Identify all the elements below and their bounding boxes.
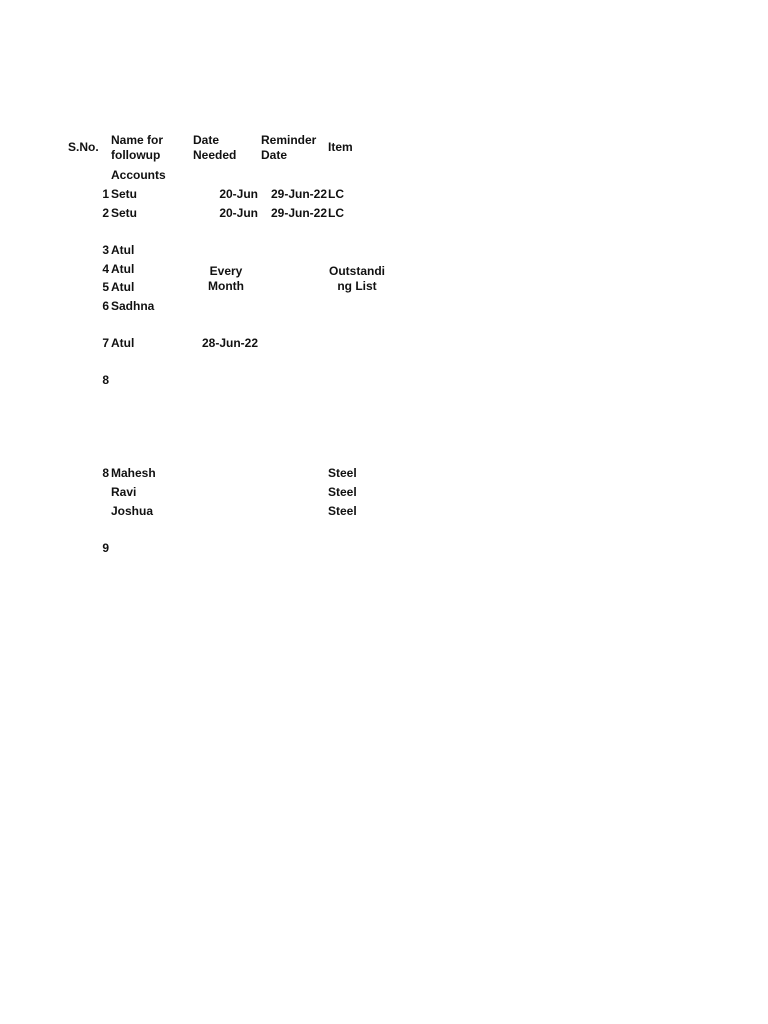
row-name: Sadhna: [111, 299, 155, 313]
row-item: Steel: [328, 504, 357, 518]
row-name: Ravi: [111, 485, 137, 499]
header-reminder-date: Reminder Date: [261, 133, 317, 162]
row-name: Atul: [111, 243, 135, 257]
row-sno: 4: [102, 262, 109, 276]
header-item: Item: [328, 140, 353, 154]
row-sno: 6: [102, 299, 109, 313]
row-item: LC: [328, 206, 344, 220]
row-sno: 7: [102, 336, 109, 350]
row-sno: 8: [102, 466, 109, 480]
header-date-needed: Date Needed: [193, 133, 237, 162]
row-date-needed: 20-Jun: [219, 187, 258, 201]
header-name: Name for followup: [111, 133, 164, 162]
row-name: Mahesh: [111, 466, 156, 480]
row-reminder: 29-Jun-22: [271, 187, 328, 201]
row-sno: 8: [102, 373, 109, 387]
row-date-needed: 28-Jun-22: [201, 336, 258, 350]
row-name: Atul: [111, 262, 135, 276]
row-name: Atul: [111, 336, 135, 350]
row-name: Joshua: [111, 504, 154, 518]
merged-item: Outstandi ng List: [329, 264, 385, 293]
row-item: LC: [328, 187, 344, 201]
row-name: Atul: [111, 280, 135, 294]
row-reminder: 29-Jun-22: [271, 206, 328, 220]
row-sno: 9: [102, 541, 109, 555]
section-label: Accounts: [111, 168, 166, 182]
row-sno: 1: [102, 187, 109, 201]
row-name: Setu: [111, 206, 138, 220]
row-sno: 5: [102, 280, 109, 294]
header-sno: S.No.: [68, 140, 99, 154]
row-name: Setu: [111, 187, 138, 201]
row-sno: 2: [102, 206, 109, 220]
row-item: Steel: [328, 485, 357, 499]
row-item: Steel: [328, 466, 357, 480]
row-sno: 3: [102, 243, 109, 257]
merged-date-needed: Every Month: [208, 264, 244, 293]
row-date-needed: 20-Jun: [219, 206, 258, 220]
